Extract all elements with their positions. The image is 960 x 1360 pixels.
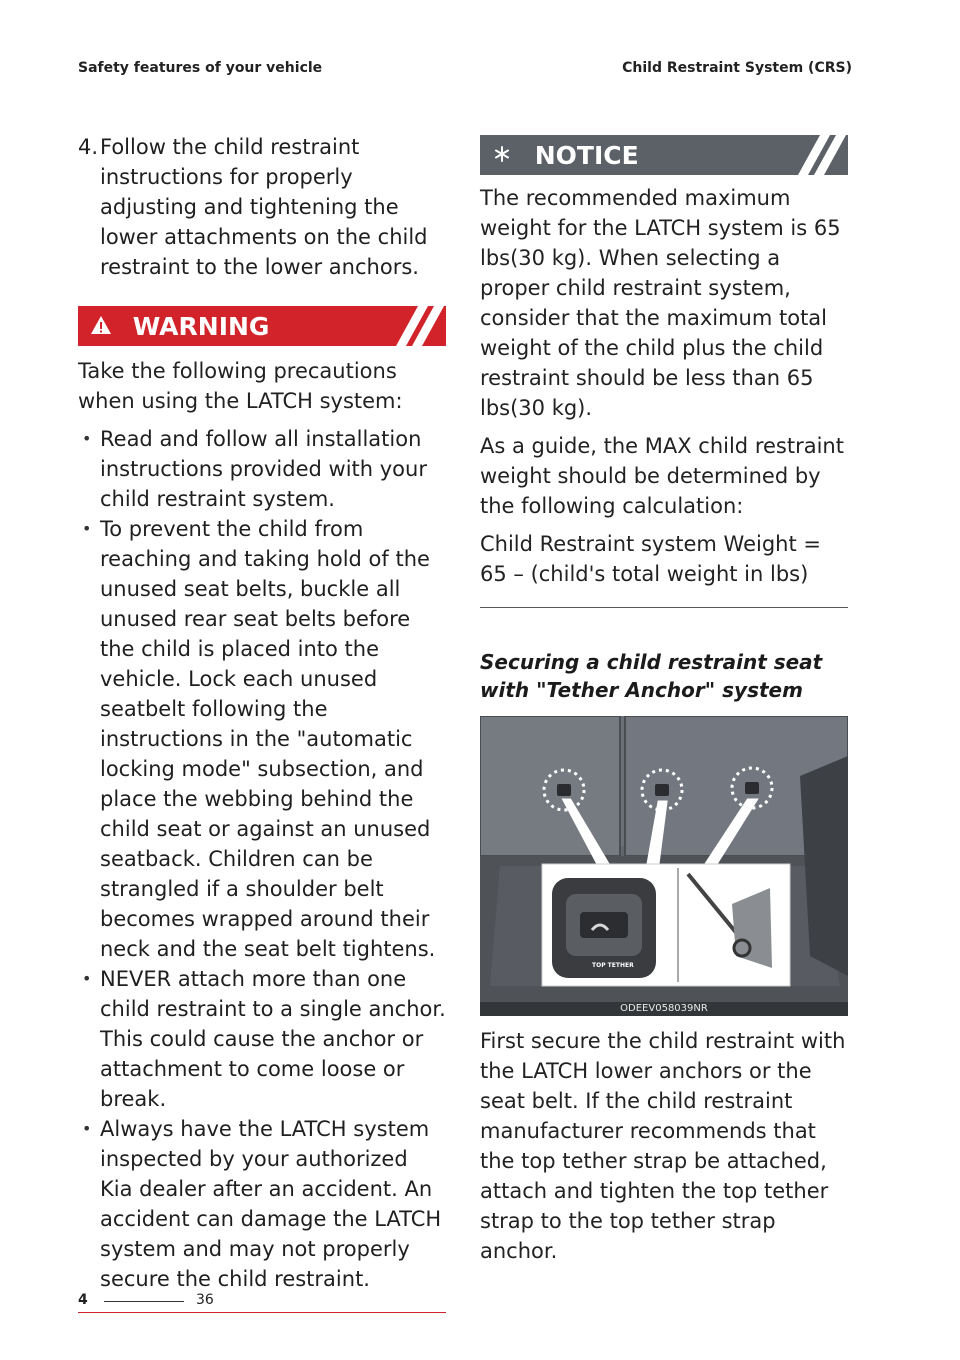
step-number: 4.: [78, 135, 99, 159]
warning-bullet: • Read and follow all installation instructions provided with your child restraint system.: [78, 424, 446, 514]
running-header-section: Safety features of your vehicle: [78, 60, 323, 76]
banner-slashes-icon: [778, 135, 848, 175]
left-column: [78, 132, 446, 1313]
step-4: [78, 132, 446, 282]
notice-paragraph: As a guide, the MAX child restraint weight should be determined by the following calculation:: [480, 434, 844, 518]
warning-banner: [78, 306, 446, 346]
warning-title: WARNING: [132, 312, 270, 341]
notice-title: NOTICE: [534, 141, 639, 170]
warning-triangle-icon: [90, 307, 116, 346]
cargo-area-illustration: [480, 716, 848, 1016]
asterisk-icon: [492, 136, 518, 175]
right-column: [480, 132, 848, 1274]
notice-paragraph: The recommended maximum weight for the LATCH system is 65 lbs(30 kg). When selecting a proper child restraint system, consider that the maximum total weight of the child plus the child restraint should be less than 65 lbs(30 kg).: [480, 186, 841, 420]
step-text: Follow the child restraint instructions for properly adjusting and tightening the lower attachments on the child restraint to the lower anchors.: [100, 135, 428, 279]
running-header-topic: Child Restraint System (CRS): [622, 60, 852, 76]
warning-bullet: • Always have the LATCH system inspected by your authorized Kia dealer after an accident. An accident can damage the LATCH system and may not properly secure the child restraint.: [78, 1114, 446, 1294]
page-number: 36: [196, 1292, 214, 1308]
tether-instructions: First secure the child restraint with the LATCH lower anchors or the seat belt. If the child restraint manufacturer recommends that the top tether strap be attached, attach and tighten the top tether strap to the top tether strap anchor.: [480, 1029, 846, 1263]
footer-divider: [104, 1301, 184, 1302]
chapter-number: 4: [78, 1292, 88, 1308]
notice-banner: [480, 135, 848, 175]
warning-bullets: [78, 424, 446, 1294]
notice-paragraph: Child Restraint system Weight = 65 – (child's total weight in lbs): [480, 532, 821, 586]
warning-end-rule: [78, 1312, 446, 1313]
warning-intro: Take the following precautions when using the LATCH system:: [78, 359, 403, 413]
tether-anchor-figure: [480, 716, 848, 1016]
section-heading: Securing a child restraint seat with "Tether Anchor" system: [480, 650, 823, 702]
banner-slashes-icon: [376, 306, 446, 346]
figure-code: ODEEV058039NR: [480, 1002, 848, 1016]
top-tether-label: TOP TETHER: [592, 962, 634, 969]
warning-bullet: • To prevent the child from reaching and taking hold of the unused seat belts, buckle all unused rear seat belts before the child is placed into the vehicle. Lock each unused seatbelt following the instructions in the "automatic locking mode" subsection, and place the webbing behind the child seat or against an unused seatback. Children can be strangled if a shoulder belt becomes wrapped around their neck and the seat belt tightens.: [78, 514, 446, 964]
warning-bullet: • NEVER attach more than one child restraint to a single anchor. This could cause the anchor or attachment to come loose or break.: [78, 964, 446, 1114]
notice-end-rule: [480, 607, 848, 608]
